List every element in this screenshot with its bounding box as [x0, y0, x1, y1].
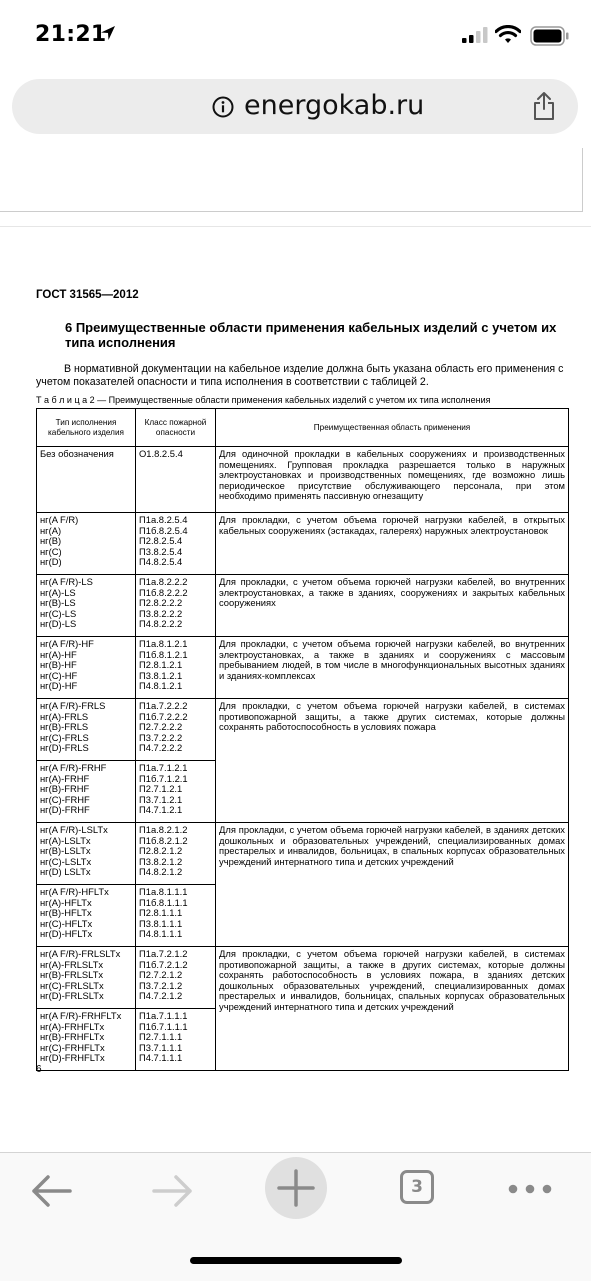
cell-class: П1а.7.1.1.1 П1б.7.1.1.1 П2.7.1.1.1 П3.7.1.1.1 П4.7.1.1.1	[136, 1009, 216, 1071]
cell-type: нг(A F/R)-FRLS нг(A)-FRLS нг(B)-FRLS нг(C)-FRLS нг(D)-FRLS	[37, 699, 136, 761]
cell-type: нг(A F/R)-FRHFLTx нг(A)-FRHFLTx нг(B)-FRHFLTx нг(C)-FRHFLTx нг(D)-FRHFLTx	[37, 1009, 136, 1071]
address-bar[interactable]	[12, 79, 578, 134]
document-page	[0, 227, 591, 1152]
cell-area: Для прокладки, с учетом объема горючей нагрузки кабелей, в зданиях детских дошкольных и образовательных учреждений, специализированных домах престарелых и инвалидов, больницах, в спальных корпусах образовательных учреждений интернатного типа и детских учреждений	[216, 823, 569, 947]
location-arrow-icon	[100, 25, 116, 41]
cell-type: нг(A F/R)-HF нг(A)-HF нг(B)-HF нг(C)-HF нг(D)-HF	[37, 637, 136, 699]
battery-icon	[530, 26, 570, 46]
cell-area: Для прокладки, с учетом объема горючей нагрузки кабелей, в системах противопожарной защиты, а также в других системах, которые должны сохранять работоспособность в условиях пожара, в зданиях детских дошкольных образовательных учреждений, специализированных домах престарелых и инвалидов, больницах, спальных корпусах образовательных учреждений интернатного типа и детских учреждений	[216, 947, 569, 1071]
document-header: ГОСТ 31565—2012	[36, 289, 139, 301]
back-arrow-icon[interactable]	[30, 1173, 72, 1209]
table-row	[37, 513, 569, 575]
table-header-row	[37, 409, 569, 447]
share-icon[interactable]	[532, 91, 556, 121]
table-row	[37, 447, 569, 513]
header-area: Преимущественная область применения	[216, 409, 569, 447]
cable-table	[36, 408, 569, 1071]
cell-type: нг(A F/R)-FRHF нг(A)-FRHF нг(B)-FRHF нг(C)-FRHF нг(D)-FRHF	[37, 761, 136, 823]
table-row	[37, 823, 569, 885]
cell-class: П1а.7.1.2.1 П1б.7.1.2.1 П2.7.1.2.1 П3.7.1.2.1 П4.7.1.2.1	[136, 761, 216, 823]
status-bar	[0, 0, 591, 70]
cell-class: П1а.8.2.5.4 П1б.8.2.5.4 П2.8.2.5.4 П3.8.2.5.4 П4.8.2.5.4	[136, 513, 216, 575]
page-number: 6	[36, 1064, 42, 1075]
cell-class: П1а.7.2.1.2 П1б.7.2.1.2 П2.7.2.1.2 П3.7.2.1.2 П4.7.2.1.2	[136, 947, 216, 1009]
section-title: 6 Преимущественные области применения кабельных изделий с учетом их типа исполнения	[65, 320, 557, 350]
forward-arrow-icon[interactable]	[152, 1173, 194, 1209]
table-caption: Т а б л и ц а 2 — Преимущественные области применения кабельных изделий с учетом их типа исполнения	[36, 395, 491, 405]
table-row	[37, 947, 569, 1009]
cell-type: нг(A F/R)-LSLTx нг(A)-LSLTx нг(B)-LSLTx нг(C)-LSLTx нг(D) LSLTx	[37, 823, 136, 885]
header-type: Тип исполнения кабельного изделия	[37, 409, 136, 447]
cell-type: нг(A F/R)-LS нг(A)-LS нг(B)-LS нг(C)-LS нг(D)-LS	[37, 575, 136, 637]
table-row	[37, 575, 569, 637]
cell-area: Для одиночной прокладки в кабельных сооружениях и производственных помещениях. Групповая прокладка разрешается только в наружных электроустановках и производственных помещениях, где возможно лишь периодическое присутствие обслуживающего персонала, при этом необходимо применять пассивную огнезащиту	[216, 447, 569, 513]
cell-type: нг(A F/R)-FRLSLTx нг(A)-FRLSLTx нг(B)-FRLSLTx нг(C)-FRLSLTx нг(D)-FRLSLTx	[37, 947, 136, 1009]
table-row	[37, 699, 569, 761]
url-text[interactable]: energokab.ru	[244, 90, 425, 121]
wifi-icon	[495, 25, 521, 44]
cell-class: П1а.8.1.1.1 П1б.8.1.1.1 П2.8.1.1.1 П3.8.1.1.1 П4.8.1.1.1	[136, 885, 216, 947]
cellular-signal-icon	[462, 27, 490, 43]
tabs-icon: 3	[411, 1177, 423, 1197]
cell-area: Для прокладки, с учетом объема горючей нагрузки кабелей, во внутренних электроустановках, а также в зданиях и сооружениях с массовым пребыванием людей, в том числе в многофункциональных высотных зданиях и зданиях-комплексах	[216, 637, 569, 699]
intro-paragraph	[36, 363, 570, 388]
previous-page-fragment	[0, 148, 583, 212]
cell-class: П1а.8.2.2.2 П1б.8.2.2.2 П2.8.2.2.2 П3.8.2.2.2 П4.8.2.2.2	[136, 575, 216, 637]
cell-area: Для прокладки, с учетом объема горючей нагрузки кабелей, во внутренних электроустановках, а также в зданиях, сооружениях и закрытых кабельных сооружениях	[216, 575, 569, 637]
cell-class: П1а.7.2.2.2 П1б.7.2.2.2 П2.7.2.2.2 П3.7.2.2.2 П4.7.2.2.2	[136, 699, 216, 761]
new-tab-button[interactable]	[265, 1157, 327, 1219]
home-indicator[interactable]	[190, 1257, 402, 1264]
cell-class: П1а.8.2.1.2 П1б.8.2.1.2 П2.8.2.1.2 П3.8.2.1.2 П4.8.2.1.2	[136, 823, 216, 885]
table-row	[37, 637, 569, 699]
cell-type: нг(A F/R) нг(A) нг(B) нг(C) нг(D)	[37, 513, 136, 575]
tabs-button[interactable]	[400, 1170, 434, 1204]
intro-paragraph-text: В нормативной документации на кабельное изделие должна быть указана область его применения с учетом показателей опасности и типа исполнения в соответствии с таблицей 2.	[36, 363, 564, 388]
cell-class: П1а.8.1.2.1 П1б.8.1.2.1 П2.8.1.2.1 П3.8.1.2.1 П4.8.1.2.1	[136, 637, 216, 699]
plus-icon	[276, 1168, 316, 1208]
cell-area: Для прокладки, с учетом объема горючей нагрузки кабелей, в системах противопожарной защиты, а также других системах, которые должны сохранять работоспособность в условиях пожара	[216, 699, 569, 823]
info-icon[interactable]	[212, 96, 234, 118]
cell-class: О1.8.2.5.4	[136, 447, 216, 513]
header-class: Класс пожарной опасности	[136, 409, 216, 447]
cell-area: Для прокладки, с учетом объема горючей нагрузки кабелей, в открытых кабельных сооружениях (эстакадах, галереях) наружных электроустановок	[216, 513, 569, 575]
cell-type: Без обозначения	[37, 447, 136, 513]
more-icon[interactable]	[508, 1184, 552, 1194]
status-time: 21:21	[35, 22, 107, 47]
cell-type: нг(A F/R)-HFLTx нг(A)-HFLTx нг(B)-HFLTx нг(C)-HFLTx нг(D)-HFLTx	[37, 885, 136, 947]
